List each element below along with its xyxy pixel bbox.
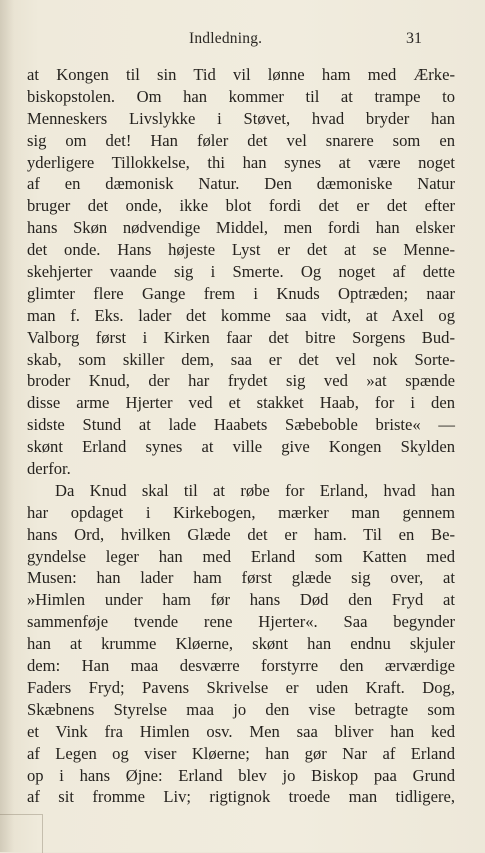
- text-line: man f. Eks. lader det komme saa vidt, at Axel og: [27, 305, 455, 325]
- running-title: Indledning.: [189, 30, 263, 47]
- text-line: dem: Han maa desværre forstyrre den ærværdige: [27, 656, 455, 676]
- text-line: et Vink fra Himlen osv. Men saa bliver han ked: [27, 721, 455, 741]
- text-line: det onde. Hans højeste Lyst er det at se Menne-: [27, 240, 455, 260]
- text-line: hans Ord, hvilken Glæde det er ham. Til en Be-: [27, 524, 455, 544]
- running-header: [0, 30, 485, 54]
- text-line: Musen: han lader ham først glæde sig over, at: [27, 568, 455, 588]
- text-line: af Legen og viser Kløerne; han gør Nar af Erland: [27, 743, 455, 763]
- text-line: yderligere Tillokkelse, thi han synes at være noget: [27, 152, 455, 172]
- text-line: Faders Fryd; Pavens Skrivelse er uden Kraft. Dog,: [27, 677, 455, 697]
- text-line: bruger det onde, ikke blot fordi det er det efter: [27, 196, 455, 216]
- text-line: gyndelse leger han med Erland som Katten med: [27, 546, 455, 566]
- text-line: broder Knud, der har frydet sig ved »at spænde: [27, 371, 455, 391]
- text-line: glimter flere Gange frem i Knuds Optræden; naar: [27, 283, 455, 303]
- page-number: 31: [406, 30, 422, 47]
- text-line: Skæbnens Styrelse maa jo den vise betragte som: [27, 699, 455, 719]
- text-line: sidste Stund at lade Haabets Sæbeboble briste« —: [27, 415, 455, 435]
- text-line: af en dæmonisk Natur. Den dæmoniske Natur: [27, 174, 455, 194]
- text-line: Menneskers Livslykke i Støvet, hvad bryder han: [27, 108, 455, 128]
- page-gutter-shadow: [0, 0, 14, 852]
- text-line: at Kongen til sin Tid vil lønne ham med Ærke-: [27, 65, 455, 84]
- body-text: [27, 64, 455, 808]
- text-line: han at krumme Kløerne, skønt han endnu skjuler: [27, 634, 455, 654]
- text-line: har opdaget i Kirkebogen, mærker man gennem: [27, 502, 455, 522]
- text-line: skab, som skiller dem, saa er det vel nok Sorte-: [27, 349, 455, 369]
- text-line: skehjerter vaande sig i Smerte. Og noget af dette: [27, 262, 455, 282]
- paragraph-last-line: derfor.: [27, 459, 71, 479]
- scan-corner-mark: [0, 814, 43, 853]
- text-line: Valborg først i Kirken faar det bitre Sorgens Bud-: [27, 327, 455, 347]
- text-line: op i hans Øjne: Erland blev jo Biskop paa Grund: [27, 765, 455, 785]
- paragraph-first-line: Da Knud skal til at røbe for Erland, hvad han: [55, 480, 455, 500]
- text-line: disse arme Hjerter ved et stakket Haab, for i den: [27, 393, 455, 413]
- text-line: skønt Erland synes at ville give Kongen Skylden: [27, 437, 455, 457]
- text-line: sammenføje tvende rene Hjerter«. Saa begynder: [27, 612, 455, 632]
- text-line: sig om det! Han føler det vel snarere som en: [27, 130, 455, 150]
- text-line: hans Skøn nødvendige Middel, men fordi han elsker: [27, 218, 455, 238]
- text-line: af sit fromme Liv; rigtignok troede man tidligere,: [27, 787, 455, 807]
- text-line: »Himlen under ham før hans Død den Fryd at: [27, 590, 455, 610]
- text-line: biskopstolen. Om han kommer til at trampe to: [27, 86, 455, 106]
